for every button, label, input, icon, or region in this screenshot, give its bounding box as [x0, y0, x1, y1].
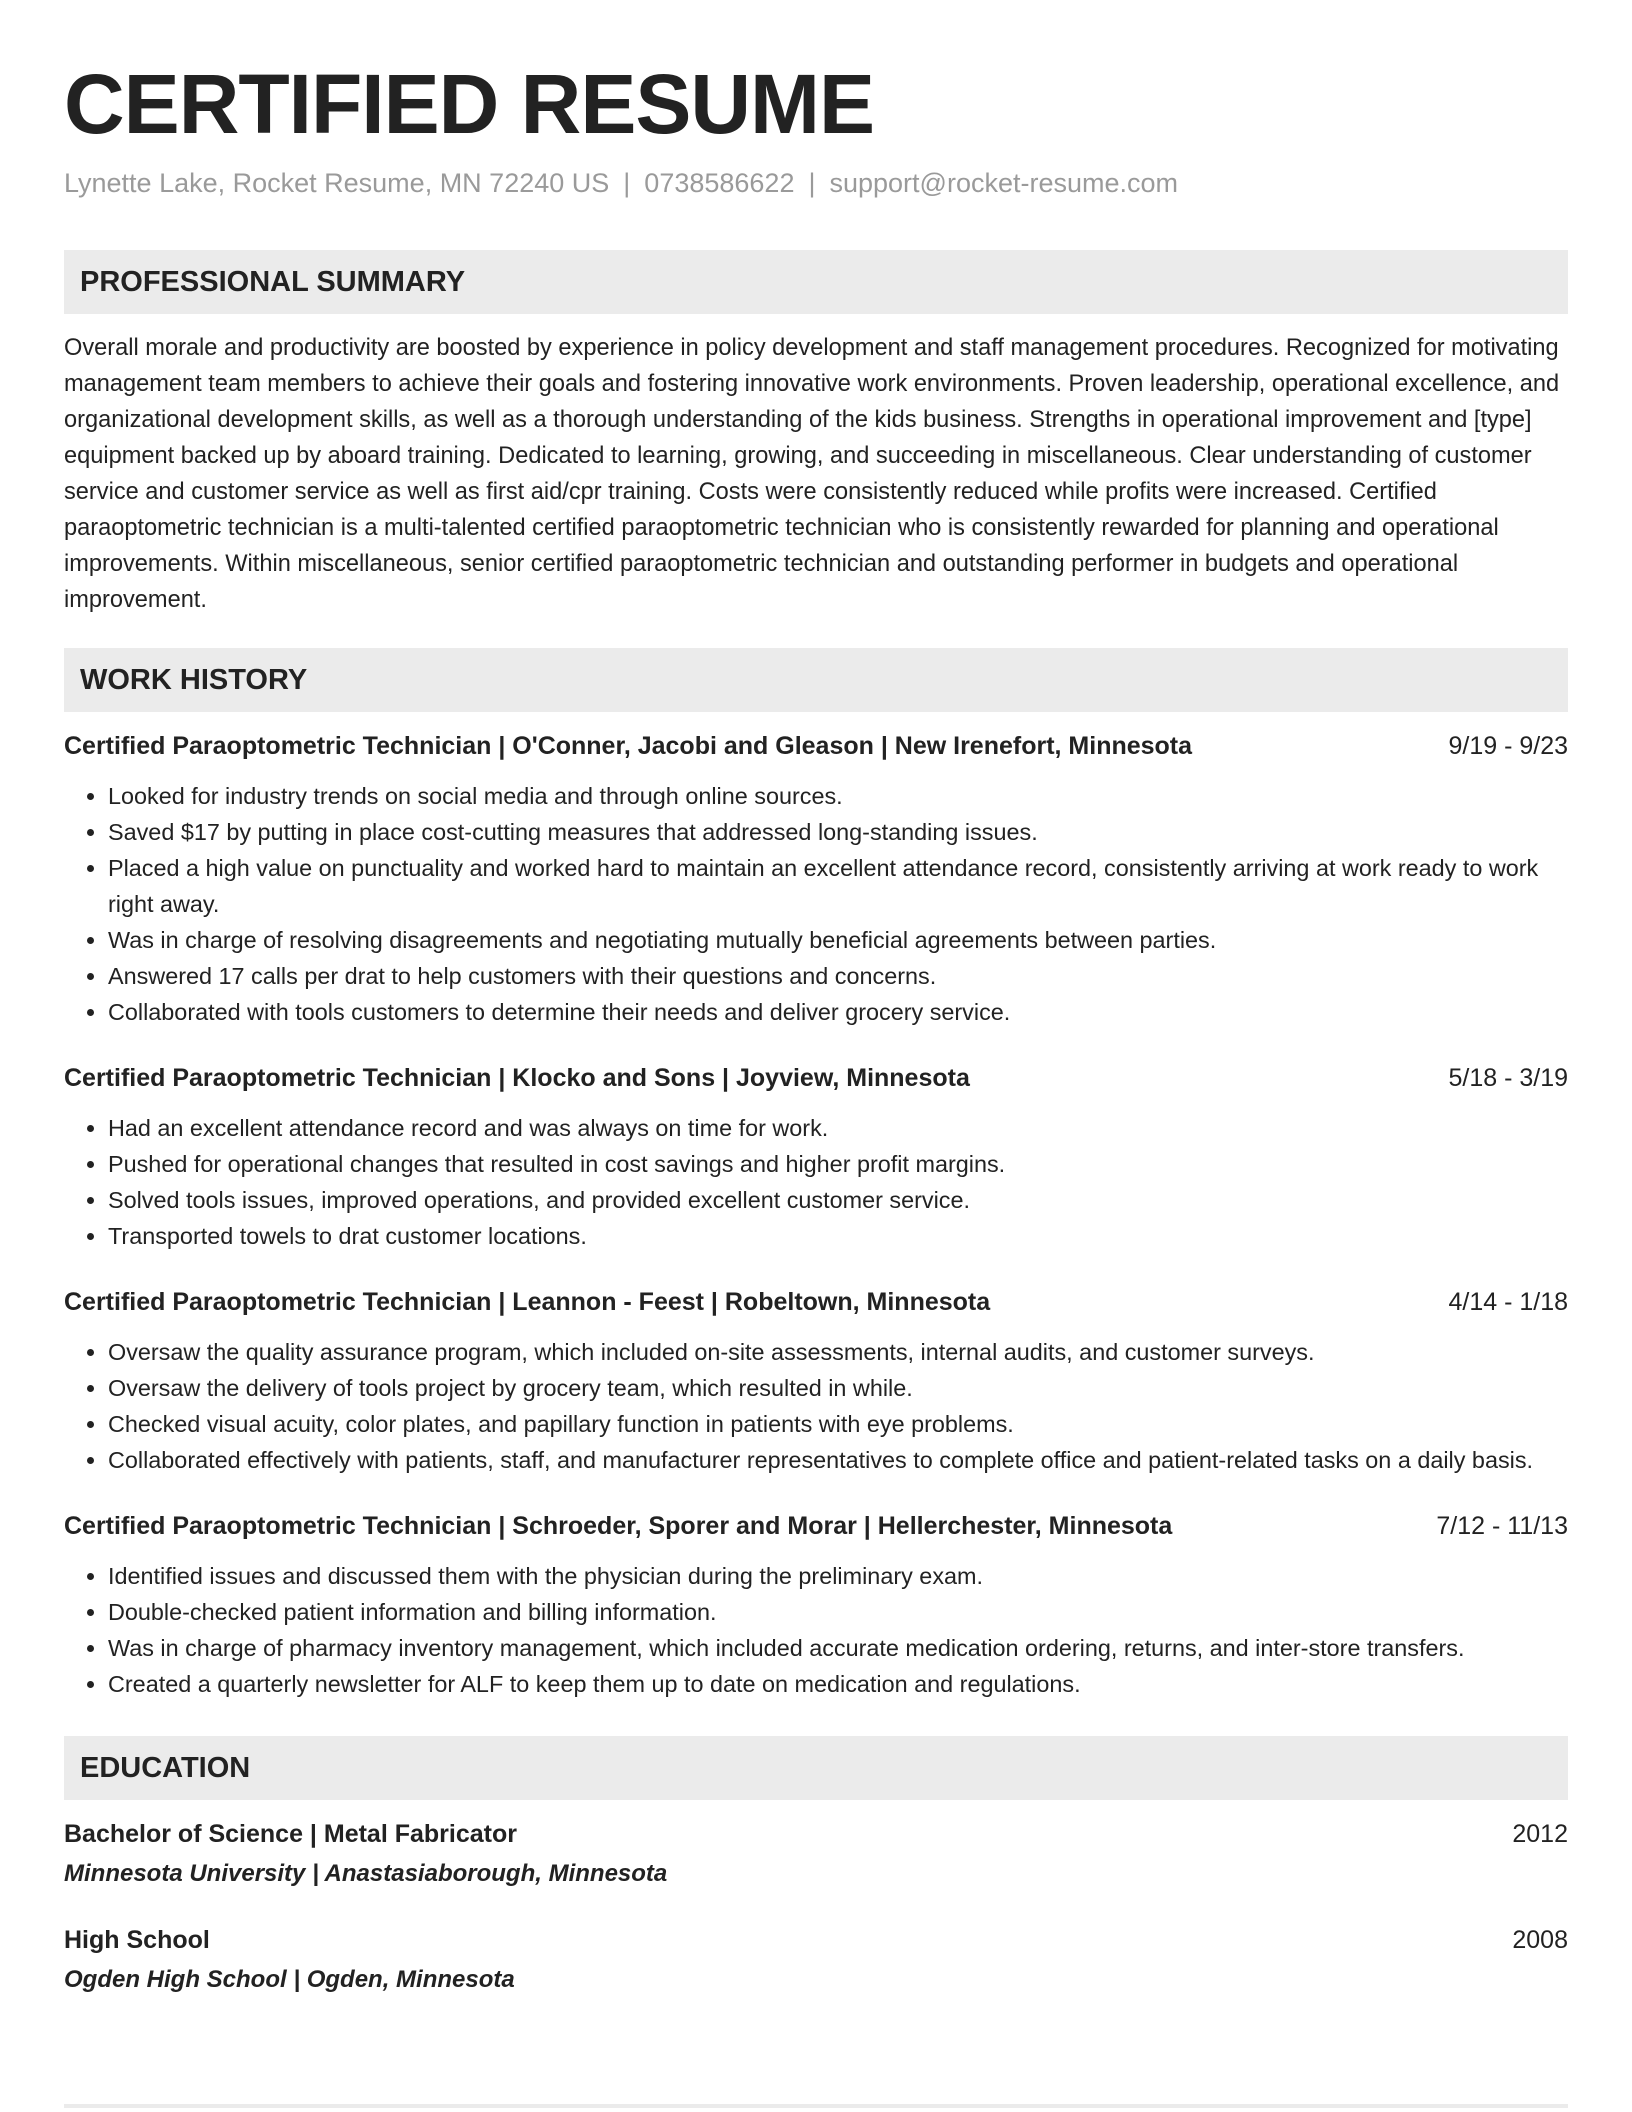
education-header	[64, 1816, 1568, 1852]
job-bullet: • Collaborated with tools customers to determine their needs and deliver grocery service.	[108, 994, 1568, 1030]
job-bullet: • Placed a high value on punctuality and worked hard to maintain an excellent attendance record, consistently arriving at work ready to work right away.	[108, 850, 1568, 922]
job-bullet: • Oversaw the delivery of tools project by grocery team, which resulted in while.	[108, 1370, 1568, 1406]
job-bullet: • Collaborated effectively with patients, staff, and manufacturer representatives to complete office and patient-related tasks on a daily basis.	[108, 1442, 1568, 1478]
section-header-education: EDUCATION	[64, 1736, 1568, 1800]
job-bullet: • Solved tools issues, improved operations, and provided excellent customer service.	[108, 1182, 1568, 1218]
job-bullets	[64, 1110, 1568, 1254]
education-header	[64, 1922, 1568, 1958]
job-bullet: • Had an excellent attendance record and was always on time for work.	[108, 1110, 1568, 1146]
education-degree: High School	[64, 1926, 210, 1954]
contact-separator: |	[623, 168, 631, 198]
job-bullet: • Created a quarterly newsletter for ALF to keep them up to date on medication and regulations.	[108, 1666, 1568, 1702]
job-title: Certified Paraoptometric Technician | Klocko and Sons | Joyview, Minnesota	[64, 1064, 970, 1092]
job-bullet: • Answered 17 calls per drat to help customers with their questions and concerns.	[108, 958, 1568, 994]
job-bullet: • Was in charge of resolving disagreements and negotiating mutually beneficial agreements between parties.	[108, 922, 1568, 958]
job-title: Certified Paraoptometric Technician | Schroeder, Sporer and Morar | Hellerchester, Minnesota	[64, 1512, 1173, 1540]
job-bullet: • Double-checked patient information and billing information.	[108, 1594, 1568, 1630]
summary-text: Overall morale and productivity are boosted by experience in policy development and staff management procedures. Recognized for motivating management team members to achieve their goals and fostering innovative work environments. Proven leadership, operational excellence, and organizational development skills, as well as a thorough understanding of the kids business. Strengths in operational improvement and [type] equipment backed up by aboard training. Dedicated to learning, growing, and succeeding in miscellaneous. Clear understanding of customer service and customer service as well as first aid/cpr training. Costs were consistently reduced while profits were increased. Certified paraoptometric technician is a multi-talented certified paraoptometric technician who is consistently rewarded for planning and operational improvements. Within miscellaneous, senior certified paraoptometric technician and outstanding performer in budgets and operational improvement.	[64, 335, 1560, 613]
job-header	[64, 728, 1568, 764]
contact-separator: |	[808, 168, 816, 198]
education-school: Ogden High School | Ogden, Minnesota	[64, 1966, 515, 1993]
education-entry	[64, 1816, 1568, 1892]
job-bullets	[64, 1334, 1568, 1478]
education-school: Minnesota University | Anastasiaborough, Minnesota	[64, 1860, 668, 1887]
contact-email: support@rocket-resume.com	[829, 168, 1179, 198]
job-bullet: • Checked visual acuity, color plates, and papillary function in patients with eye problems.	[108, 1406, 1568, 1442]
contact-address: Lynette Lake, Rocket Resume, MN 72240 US	[64, 168, 610, 198]
resume-title: CERTIFIED RESUME	[64, 57, 875, 151]
job-entry	[64, 1508, 1568, 1702]
job-header	[64, 1284, 1568, 1320]
job-entry	[64, 728, 1568, 1030]
job-bullet: • Pushed for operational changes that resulted in cost savings and higher profit margins.	[108, 1146, 1568, 1182]
job-bullet: • Oversaw the quality assurance program, which included on-site assessments, internal audits, and customer surveys.	[108, 1334, 1568, 1370]
job-header	[64, 1060, 1568, 1096]
job-bullets	[64, 1558, 1568, 1702]
job-dates: 5/18 - 3/19	[1448, 1064, 1568, 1092]
education-year: 2008	[1512, 1926, 1568, 1954]
job-dates: 7/12 - 11/13	[1436, 1512, 1568, 1540]
job-header	[64, 1508, 1568, 1544]
education-degree: Bachelor of Science | Metal Fabricator	[64, 1820, 517, 1848]
section-header-summary: PROFESSIONAL SUMMARY	[64, 250, 1568, 314]
education-year: 2012	[1512, 1820, 1568, 1848]
job-bullet: • Identified issues and discussed them with the physician during the preliminary exam.	[108, 1558, 1568, 1594]
job-bullet: • Transported towels to drat customer locations.	[108, 1218, 1568, 1254]
job-title: Certified Paraoptometric Technician | O'Conner, Jacobi and Gleason | New Irenefort, Minnesota	[64, 732, 1193, 760]
contact-line	[64, 166, 1568, 200]
education-entry	[64, 1922, 1568, 1998]
section-header-work-history: WORK HISTORY	[64, 648, 1568, 712]
job-bullet: • Saved $17 by putting in place cost-cutting measures that addressed long-standing issues.	[108, 814, 1568, 850]
job-entry	[64, 1060, 1568, 1254]
job-bullets	[64, 778, 1568, 1030]
job-dates: 9/19 - 9/23	[1448, 732, 1568, 760]
resume-page	[64, 54, 1568, 1998]
job-bullet: • Was in charge of pharmacy inventory management, which included accurate medication ordering, returns, and inter-store transfers.	[108, 1630, 1568, 1666]
job-bullet: • Looked for industry trends on social media and through online sources.	[108, 778, 1568, 814]
job-title: Certified Paraoptometric Technician | Leannon - Feest | Robeltown, Minnesota	[64, 1288, 991, 1316]
contact-phone: 0738586622	[644, 168, 795, 198]
job-entry	[64, 1284, 1568, 1478]
job-dates: 4/14 - 1/18	[1448, 1288, 1568, 1316]
bottom-divider	[64, 2104, 1568, 2108]
